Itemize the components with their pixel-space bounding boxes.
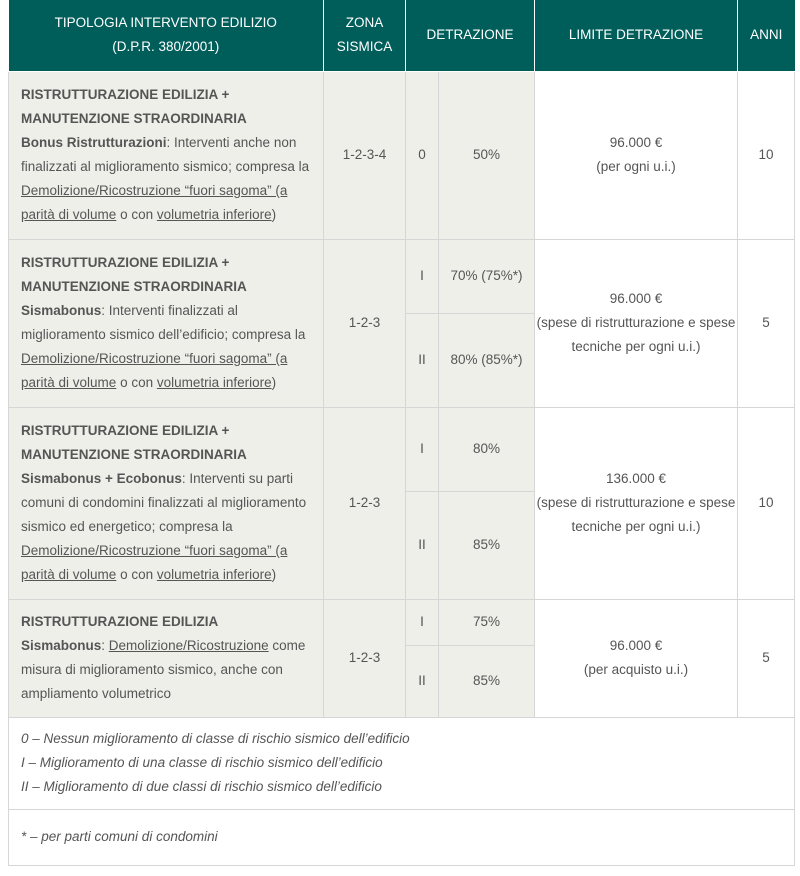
detrazione-cell: 85% <box>439 491 535 599</box>
table-row <box>9 239 795 313</box>
limite-cell: 96.000 € (per acquisto u.i.) <box>535 599 738 717</box>
zona-cell: 1-2-3 <box>324 407 406 599</box>
link-volumetria[interactable]: volumetria inferiore <box>156 567 272 582</box>
detrazione-cell: 75% <box>439 599 535 645</box>
limite-cell: 96.000 € (spese di ristrutturazione e spese tecniche per ogni u.i.) <box>535 239 738 407</box>
classe-cell: II <box>406 313 439 407</box>
footnote-row <box>9 809 795 865</box>
zona-cell: 1-2-3 <box>324 239 406 407</box>
col-header-anni: ANNI <box>738 0 795 71</box>
detrazione-cell: 70% (75%*) <box>439 239 535 313</box>
detrazione-cell: 85% <box>439 645 535 717</box>
link-volumetria[interactable]: volumetria inferiore <box>156 207 272 222</box>
detrazione-cell: 80% <box>439 407 535 491</box>
tipologia-cell: RISTRUTTURAZIONE EDILIZIA + MANUTENZIONE STRAORDINARIA Sismabonus + Ecobonus: Interventi su parti comuni di condomini finalizzati al miglioramento sismico ed energetico; compresa la Demolizione/Ricostruzione “fuori sagoma” (a parità di volume o con volumetria inferiore) <box>9 407 324 599</box>
classe-cell: I <box>406 239 439 313</box>
link-volumetria[interactable]: volumetria inferiore <box>156 375 272 390</box>
limite-cell: 96.000 € (per ogni u.i.) <box>535 71 738 239</box>
tipologia-cell: RISTRUTTURAZIONE EDILIZIA + MANUTENZIONE STRAORDINARIA Sismabonus: Interventi finalizzati al miglioramento sismico dell’edificio; compresa la Demolizione/Ricostruzione “fuori sagoma” (a parità di volume o con volumetria inferiore) <box>9 239 324 407</box>
detrazione-cell: 50% <box>439 71 535 239</box>
deduction-table <box>8 0 795 866</box>
header-row <box>9 0 795 71</box>
table-row <box>9 71 795 239</box>
zona-cell: 1-2-3-4 <box>324 71 406 239</box>
classe-cell: II <box>406 645 439 717</box>
link-demolizione[interactable]: Demolizione/Ricostruzione <box>108 638 269 653</box>
table-row <box>9 407 795 491</box>
link-demolizione[interactable]: Demolizione/Ricostruzione “fuori sagoma” (a parità di volume <box>21 543 288 582</box>
col-header-zona: ZONA SISMICA <box>324 0 406 71</box>
legend-notes <box>9 717 795 809</box>
note-0: 0 – Nessun miglioramento di classe di rischio sismico dell’edificio <box>21 731 410 746</box>
link-demolizione[interactable]: Demolizione/Ricostruzione “fuori sagoma” (a parità di volume <box>21 183 288 222</box>
anni-cell: 10 <box>738 71 795 239</box>
limite-cell: 136.000 € (spese di ristrutturazione e spese tecniche per ogni u.i.) <box>535 407 738 599</box>
classe-cell: II <box>406 491 439 599</box>
col-header-limite: LIMITE DETRAZIONE <box>535 0 738 71</box>
col-header-tipologia: TIPOLOGIA INTERVENTO EDILIZIO (D.P.R. 380/2001) <box>9 0 324 71</box>
detrazione-cell: 80% (85%*) <box>439 313 535 407</box>
link-demolizione[interactable]: Demolizione/Ricostruzione “fuori sagoma” (a parità di volume <box>21 351 288 390</box>
tipologia-cell: RISTRUTTURAZIONE EDILIZIA Sismabonus: Demolizione/Ricostruzione come misura di miglioramento sismico, anche con ampliamento volumetrico <box>9 599 324 717</box>
note-2: II – Miglioramento di due classi di rischio sismico dell’edificio <box>21 779 382 794</box>
classe-cell: 0 <box>406 71 439 239</box>
note-1: I – Miglioramento di una classe di rischio sismico dell’edificio <box>21 755 383 770</box>
footnote-star: * – per parti comuni di condomini <box>9 809 795 865</box>
table-row <box>9 599 795 645</box>
col-header-detrazione: DETRAZIONE <box>406 0 535 71</box>
classe-cell: I <box>406 599 439 645</box>
notes-row <box>9 717 795 809</box>
anni-cell: 5 <box>738 239 795 407</box>
zona-cell: 1-2-3 <box>324 599 406 717</box>
anni-cell: 10 <box>738 407 795 599</box>
anni-cell: 5 <box>738 599 795 717</box>
tipologia-cell: RISTRUTTURAZIONE EDILIZIA + MANUTENZIONE STRAORDINARIA Bonus Ristrutturazioni: Interventi anche non finalizzati al miglioramento sismico; compresa la Demolizione/Ricostruzione “fuori sagoma” (a parità di volume o con volumetria inferiore) <box>9 71 324 239</box>
classe-cell: I <box>406 407 439 491</box>
